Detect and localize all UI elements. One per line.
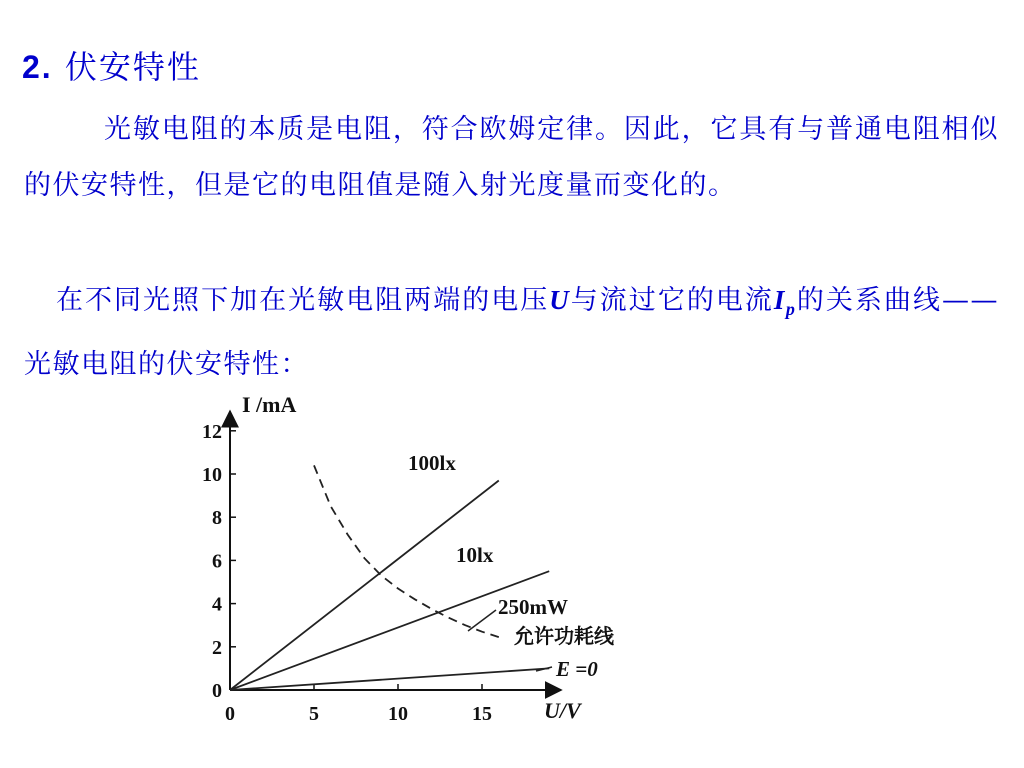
y-tick-label: 0 [212,680,222,702]
chart-labels [242,392,615,723]
paragraph-curve-part3: 的关系曲线——光敏电阻的伏安特性： [24,285,999,380]
y-tick-label: 12 [202,420,222,443]
x-tick-label: 15 [472,703,492,725]
y-axis-label: I /mA [242,392,297,417]
y-tick-label: 8 [212,507,222,530]
section-heading: 伏安特性 [64,48,201,86]
section-title [22,42,201,88]
series-label-10lx: 10lx [456,543,494,567]
paragraph-curve [24,272,999,393]
voltage-symbol: U [549,285,571,315]
y-tick-label: 4 [212,593,222,616]
current-subscript: p [785,299,797,319]
power-limit-label: 250mW [498,595,568,619]
current-symbol: I [773,285,786,315]
y-tick-label: 2 [212,636,222,659]
y-tick-label: 6 [212,550,222,573]
paragraph-curve-part1: 在不同光照下加在光敏电阻两端的电压 [56,285,550,316]
series-line [230,481,499,691]
series-label-100lx: 100lx [408,451,456,475]
chart-series [230,465,549,690]
y-tick-label: 10 [202,464,222,486]
chart-axes [230,411,561,690]
paragraph-intro: 光敏电阻的本质是电阻，符合欧姆定律。因此，它具有与普通电阻相似的伏安特性，但是它的电阻值是随入射光度量而变化的。 [24,114,999,201]
paragraph-curve-part2: 与流过它的电流 [570,285,774,316]
x-tick-label: 10 [388,703,408,725]
power-limit-caption: 允许功耗线 [514,626,614,648]
iv-chart [176,384,646,736]
x-tick-label: 5 [309,703,319,725]
section-number: 2. [22,49,53,85]
power-line-leader [468,610,496,631]
x-tick-label: 0 [225,703,235,725]
series-label-e0: E =0 [556,657,598,681]
x-axis-label: U/V [544,698,581,723]
